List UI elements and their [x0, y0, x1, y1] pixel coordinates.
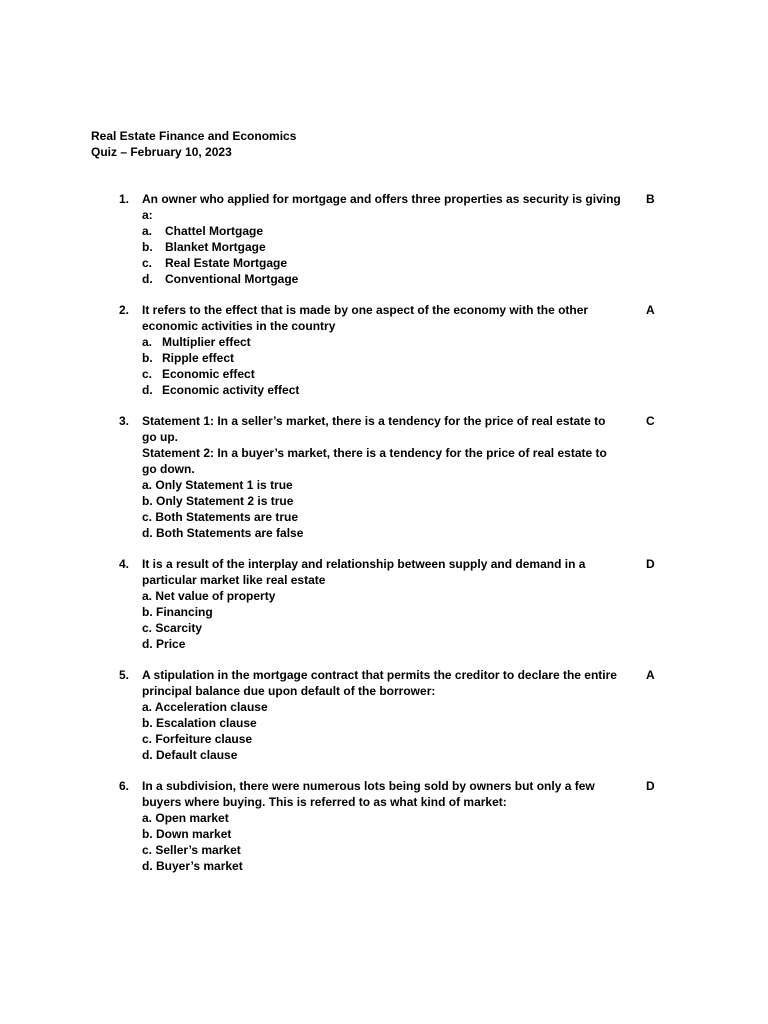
question-number: 2.	[119, 303, 130, 317]
option-list	[142, 477, 622, 541]
option-b: b. Financing	[142, 605, 213, 619]
question-number: 4.	[119, 557, 130, 571]
option-list	[142, 699, 622, 763]
answer-key: D	[646, 779, 655, 793]
question-3	[0, 413, 768, 541]
option-b: b. Only Statement 2 is true	[142, 494, 294, 508]
question-body	[142, 191, 622, 287]
answer-key: B	[646, 192, 655, 206]
option-d: d. Default clause	[142, 748, 238, 762]
question-body	[142, 556, 622, 652]
question-number: 5.	[119, 668, 130, 682]
question-text: An owner who applied for mortgage and offers three properties as security is giving a:	[142, 192, 621, 222]
question-4	[0, 556, 768, 652]
option-list	[142, 588, 622, 652]
question-text: It refers to the effect that is made by one aspect of the economy with the other economic activities in the country	[142, 303, 589, 333]
question-body	[142, 667, 622, 763]
option-c: c. Forfeiture clause	[142, 732, 253, 746]
answer-key: D	[646, 557, 655, 571]
document-title: Real Estate Finance and Economics	[91, 129, 297, 143]
question-1	[0, 191, 768, 287]
option-c: c. Seller’s market	[142, 843, 241, 857]
document-subtitle: Quiz – February 10, 2023	[91, 145, 232, 159]
question-body	[142, 413, 622, 541]
question-body	[142, 778, 622, 874]
question-6	[0, 778, 768, 874]
document-header	[91, 128, 296, 160]
question-number: 3.	[119, 414, 130, 428]
option-b: b. Blanket Mortgage	[142, 240, 266, 254]
option-a: a. Only Statement 1 is true	[142, 478, 293, 492]
answer-key: C	[646, 414, 655, 428]
statement-1: Statement 1: In a seller’s market, there is a tendency for the price of real estate to go up.	[142, 414, 606, 444]
option-d: d. Buyer’s market	[142, 859, 243, 873]
option-c: c. Both Statements are true	[142, 510, 299, 524]
option-a: a. Chattel Mortgage	[142, 224, 264, 238]
option-list	[142, 810, 622, 874]
answer-key: A	[646, 303, 655, 317]
question-5	[0, 667, 768, 763]
option-b: b. Escalation clause	[142, 716, 257, 730]
question-number: 6.	[119, 779, 130, 793]
option-c: c. Economic effect	[142, 367, 255, 381]
option-d: d. Price	[142, 637, 186, 651]
question-text: In a subdivision, there were numerous lots being sold by owners but only a few buyers where buying. This is referred to as what kind of market:	[142, 779, 595, 809]
question-body	[142, 302, 622, 398]
option-b: b. Ripple effect	[142, 351, 235, 365]
option-d: d. Conventional Mortgage	[142, 272, 299, 286]
question-text: A stipulation in the mortgage contract that permits the creditor to declare the entire principal balance due upon default of the borrower:	[142, 668, 617, 698]
option-a: a. Net value of property	[142, 589, 276, 603]
option-list	[142, 334, 622, 398]
option-b: b. Down market	[142, 827, 232, 841]
option-d: d. Economic activity effect	[142, 383, 300, 397]
statement-2: Statement 2: In a buyer’s market, there is a tendency for the price of real estate to go down.	[142, 446, 607, 476]
question-2	[0, 302, 768, 398]
option-c: c. Real Estate Mortgage	[142, 256, 288, 270]
question-number: 1.	[119, 192, 130, 206]
option-a: a. Multiplier effect	[142, 335, 251, 349]
option-c: c. Scarcity	[142, 621, 203, 635]
option-a: a. Acceleration clause	[142, 700, 268, 714]
option-a: a. Open market	[142, 811, 229, 825]
option-d: d. Both Statements are false	[142, 526, 304, 540]
option-list	[142, 223, 622, 287]
answer-key: A	[646, 668, 655, 682]
question-text: It is a result of the interplay and relationship between supply and demand in a particular market like real estate	[142, 557, 586, 587]
question-list	[0, 191, 768, 889]
